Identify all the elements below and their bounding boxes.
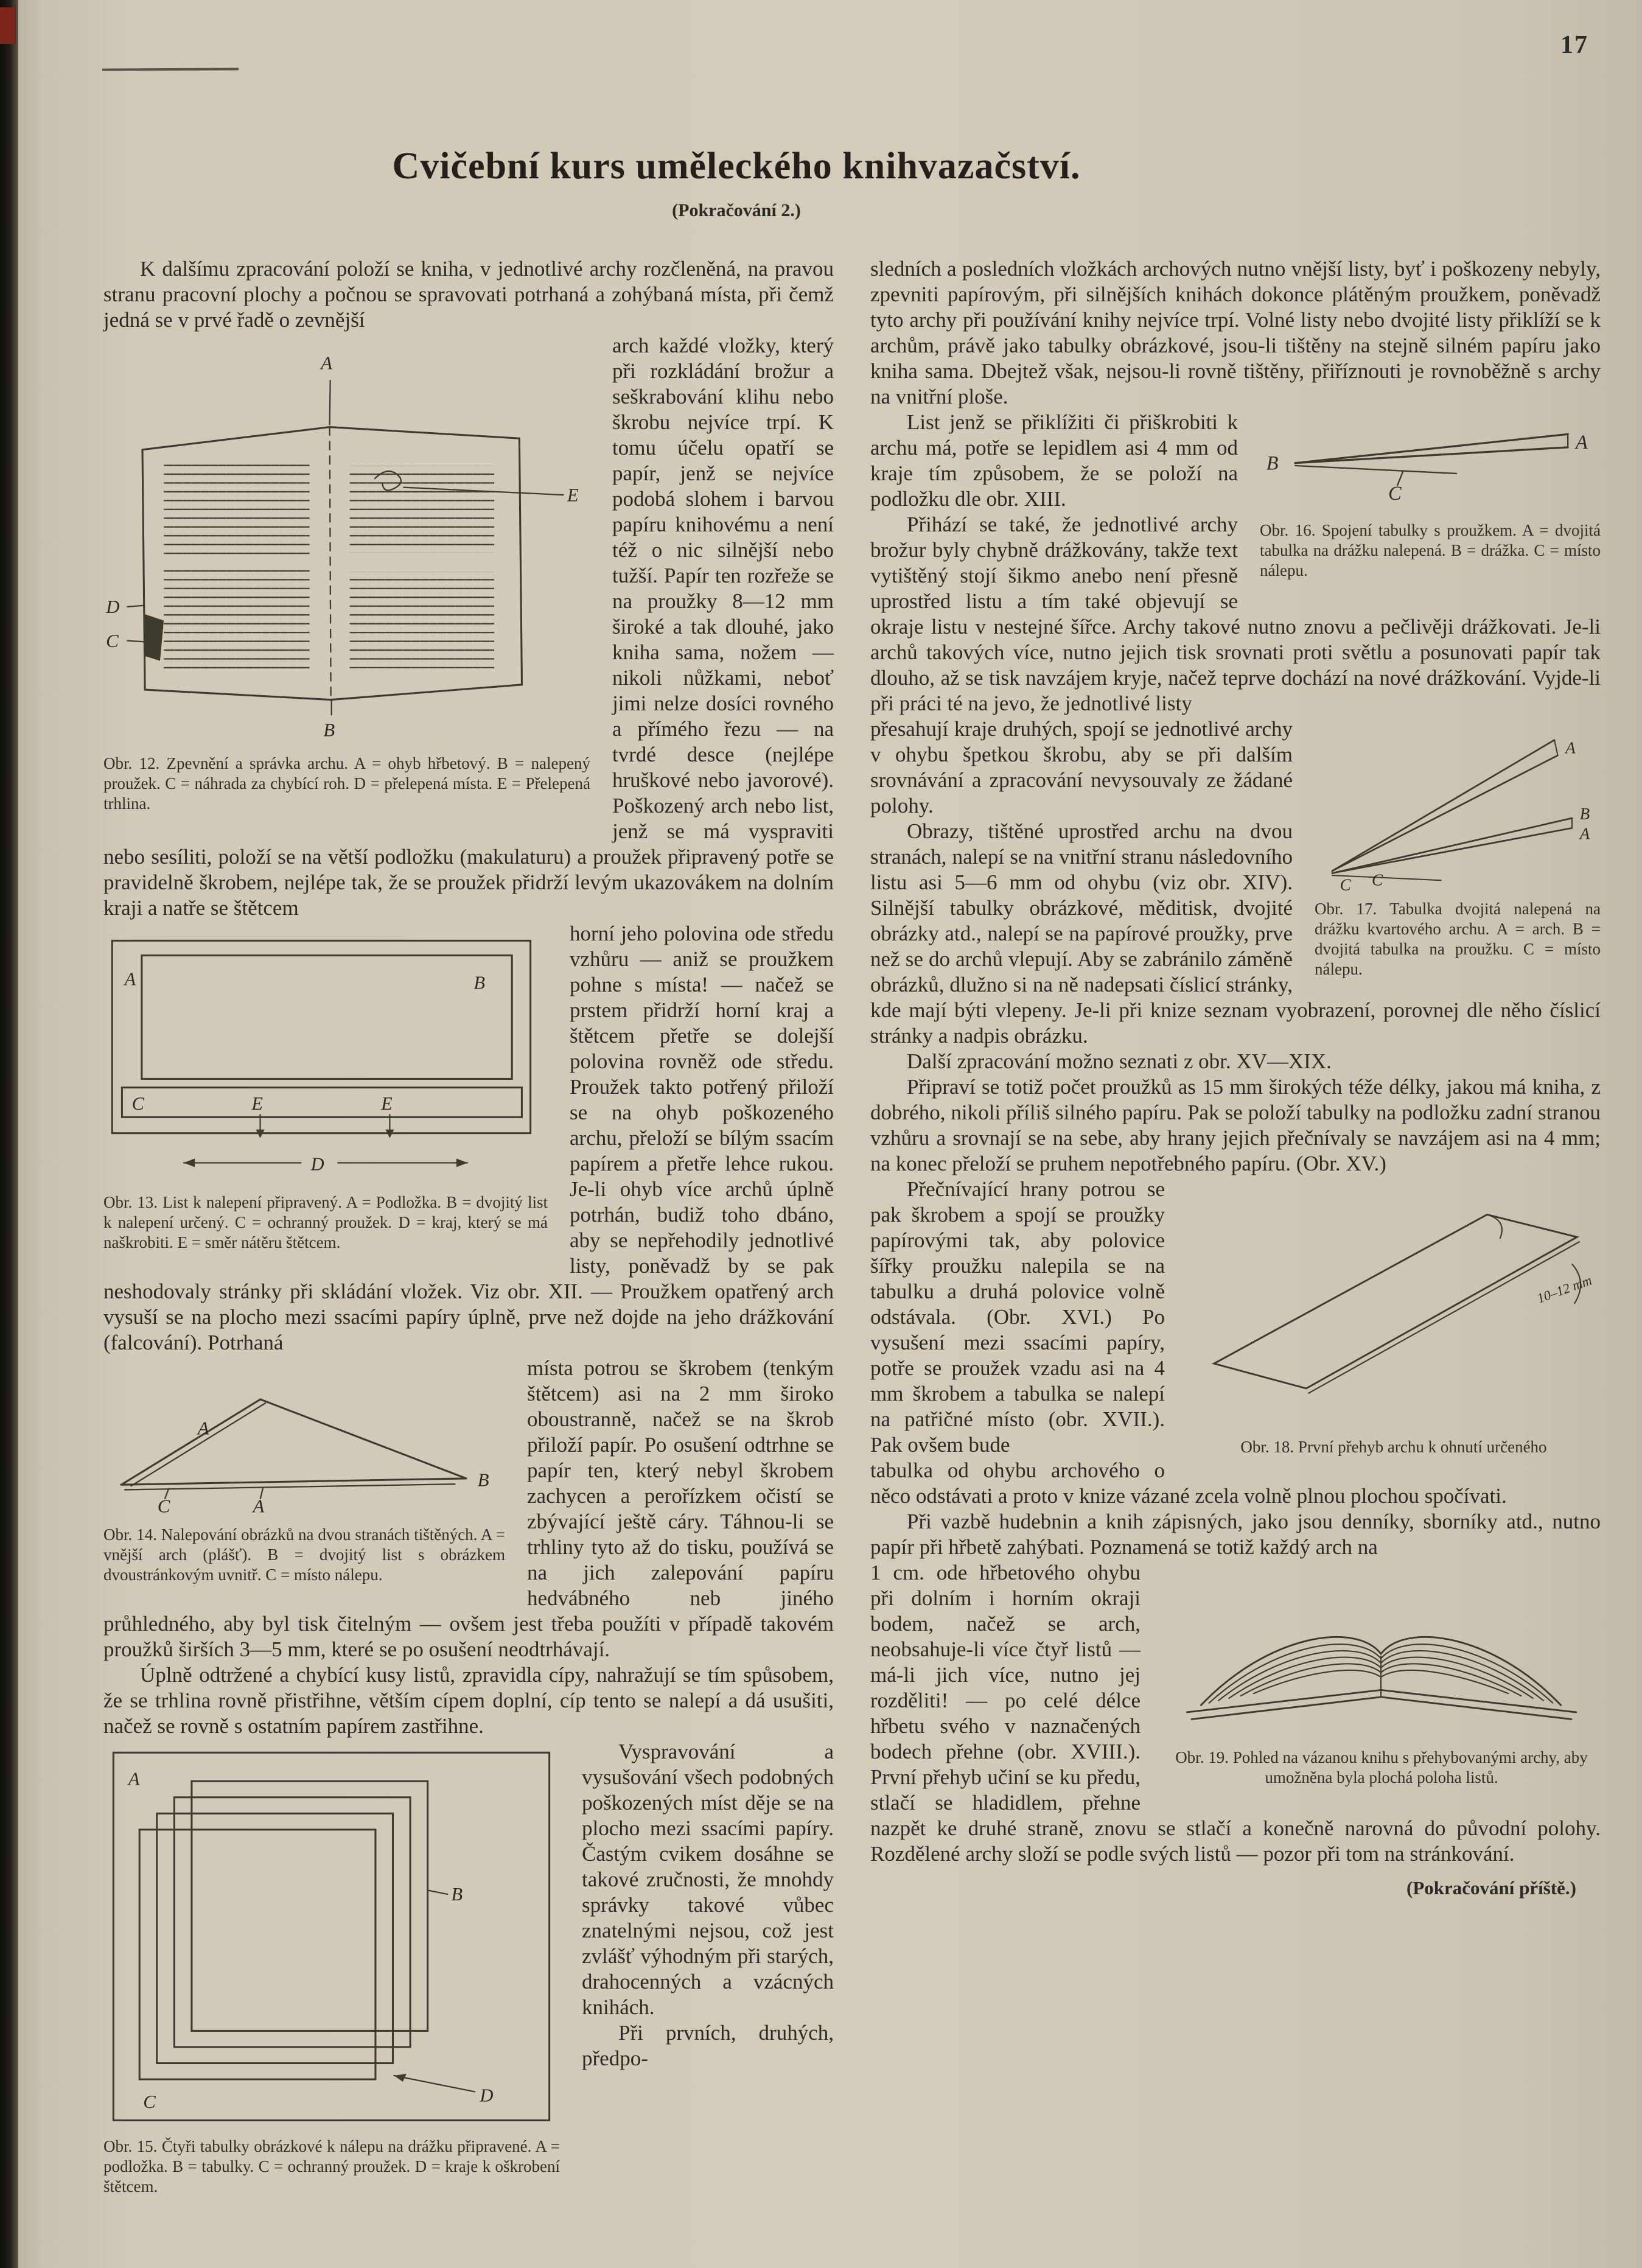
figure-obr-16 bbox=[1260, 415, 1601, 581]
label-a: A bbox=[321, 352, 333, 374]
paragraph: sledních a posledních vložkách archových nutno vnější listy, byť i poškozeny nebyly, zpevniti papírovým, při silnějších knihách dokonce plátěným proužkem, poněvadž tyto archy při používání knihy nejvíce trpí. Volné listy nebo dvojité listy přiklíží se k archům, právě jako tabulky obrázkové, jsou-li tištěny na stejně silném papíru jako kniha sama. Dbejtež však, nejsou-li rovně tištěny, přiříznouti je rovnoběžně s archy na vnitřní ploše. bbox=[870, 257, 1601, 408]
label-c: C bbox=[1388, 481, 1402, 504]
paragraph: Vyspravování a vysušování všech podobných poškozených míst děje se na plocho mezi ssacími papíry. Častým cvikem dosáhne se takové zručnosti, že mnohdy správky takové vůbec znatelnými nejsou, což jest zvlášť výhodným při starých, drahocenných a vzácných knihách. bbox=[582, 1740, 834, 2019]
obr-15-caption: Obr. 15. Čtyři tabulky obrázkové k nálepu na drážku připravené. A = podložka. B = tabulky. C = ochranný proužek. D = kraje k oškrobení štětcem. bbox=[103, 2137, 560, 2196]
article-header bbox=[103, 145, 1601, 221]
paragraph: tabulka od ohybu archového o něco odstávati a proto v knize vázané zcela volně plnou plochou spočívati. bbox=[870, 1458, 1507, 1508]
left-column bbox=[103, 256, 834, 2205]
page-number: 17 bbox=[1560, 31, 1588, 59]
page-content bbox=[103, 145, 1601, 2205]
obr-13-drawing bbox=[103, 926, 548, 1185]
label-b: B bbox=[1266, 452, 1279, 474]
obr-18-drawing bbox=[1187, 1181, 1601, 1430]
label-e: E bbox=[251, 1093, 263, 1115]
label-c: C bbox=[143, 2091, 156, 2112]
figure-obr-14 bbox=[103, 1360, 505, 1585]
obr-18-caption: Obr. 18. První přehyb archu k ohnutí určeného bbox=[1240, 1438, 1547, 1456]
obr-19-drawing bbox=[1162, 1565, 1601, 1740]
label-c: C bbox=[1340, 875, 1351, 892]
paragraph: místa potrou se škrobem (tenkým štětcem) asi na 2 mm široko oboustranně, načež se na škrob přiloží papír. Po osušení odtrhne se papír ten, který nebyl škrobem zachycen a perořízkem očistí se zbývající ještě cáry. Táhnou-li se trhliny tyto až do tisku, používá se na jich zalepování papíru hedvábného neb jiného průhledného, aby byl tisk čitelným — ovšem jest třeba použíti v případě takovém proužků širších 3—5 mm, které se po osušení neodtrhávají. bbox=[103, 1356, 834, 1661]
two-column-layout bbox=[103, 256, 1601, 2205]
obr-17-caption: Obr. 17. Tabulka dvojitá nalepená na drážku kvartového archu. A = arch. B = dvojitá tabulka na proužku. C = místo nálepu. bbox=[1315, 900, 1601, 979]
page-subtitle: (Pokračování 2.) bbox=[672, 200, 801, 220]
paragraph: Obrazy, tištěné uprostřed archu na dvou stranách, nalepí se na vnitřní stranu následovního listu asi 5—6 mm od ohybu (viz obr. XIV). Silnější tabulky obrázkové, měditisk, dvojité obrázky atd., nalepí se na papírové proužky, prve než se do archů vlepují. Aby se zabránilo záměně obrázků, dlužno si na ně nadepsati číslicí stránky, kde mají býti vlepeny. Je-li při knize seznam vyobrazení, porovnej dle něho číslicí stránky a nadpis obrázku. bbox=[870, 819, 1601, 1048]
paragraph: Při prvních, druhých, předpo- bbox=[582, 2021, 834, 2070]
obr-14-caption: Obr. 14. Nalepování obrázků na dvou stranách tištěných. A = vnější arch (plášť). B = dvojitý list s obrázkem dvoustránkovým uvnitř. C = místo nálepu. bbox=[103, 1525, 505, 1584]
figure-obr-15 bbox=[103, 1744, 560, 2197]
label-d: D bbox=[106, 596, 120, 618]
paragraph: List jenž se přiklížiti či přiškrobiti k archu má, potře se lepidlem asi 4 mm od kraje tím způsobem, že se položí na podložku dle obr. XIII. bbox=[870, 410, 1238, 511]
figure-obr-17 bbox=[1315, 721, 1601, 979]
paragraph: arch každé vložky, který při rozkládání brožur a seškrabování klihu nebo škrobu nejvíce trpí. K tomu účelu opatří se papír, jenž se nejvíce podobá slohem i barvou papíru knihovému a není též o nic silnější nebo tužší. Papír ten rozřeže se na proužky 8—12 mm široké a tak dlouhé, jako kniha sama, nožem — nikoli nůžkami, neboť jimi nelze dosíci rovného a přímého řezu — na tvrdé desce (nejlépe hruškové nebo javorové). Poškozený arch nebo list, jenž se má vyspraviti nebo sesíliti, položí se na větší podložku (makulaturu) a proužek připravený potře se pravidelně škrobem, nejlépe tak, že se proužek přidrží levým ukazovákem na dolním kraji a natře se štětcem bbox=[103, 334, 834, 920]
label-b: B bbox=[323, 719, 335, 741]
paragraph: Připraví se totiž počet proužků as 15 mm širokých téže délky, jakou má kniha, z dobrého, nikoli příliš silného papíru. Pak se položí tabulky na podložku zadní stranou vzhůru a srovnají se na sebe, aby hrany jejich přečnívaly se navzájem asi na 4 mm; na konec přeloží se pruhem nepotřebného papíru. (Obr. XV.) bbox=[870, 1075, 1601, 1175]
top-rule bbox=[102, 68, 239, 71]
label-b: B bbox=[477, 1469, 489, 1491]
label-b: B bbox=[451, 1884, 463, 1905]
figure-obr-19 bbox=[1162, 1565, 1601, 1788]
paragraph: Při vazbě hudebnin a knih zápisných, jako jsou denníky, sborníky atd., nutno papír při hřbetě zahýbati. Poznamená se totiž každý arch na bbox=[870, 1510, 1601, 1559]
label-c: C bbox=[157, 1495, 170, 1517]
label-c: C bbox=[131, 1093, 144, 1115]
paragraph: horní jeho polovina ode středu vzhůru — aniž se proužkem pohne s místa! — načež se prstem přidrží horní kraj a štětcem přetře se dolejší polovina rovněž ode středu. Proužek takto potřený přiloží se na ohyb poškozeného archu, přeloží se bílým ssacím papírem a přetře lehce rukou. Je-li ohyb více archů úplně potrhán, budiž toho dbáno, aby se nepřehodily jednotlivé listy, poněvadž by se pak neshodovaly stránky při skládání vložek. Viz obr. XII. — Proužkem opatřený arch vysuší se na plocho mezi ssacími papíry úplně, prve než dojde na jeho drážkování (falcování). Potrhaná bbox=[103, 922, 834, 1354]
page-title: Cvičební kurs uměleckého knihvazačství. bbox=[392, 145, 1081, 187]
obr-16-drawing bbox=[1260, 415, 1601, 513]
label-a: A bbox=[253, 1495, 265, 1517]
label-c: C bbox=[106, 629, 119, 651]
label-a: A bbox=[1565, 738, 1576, 757]
label-a: A bbox=[1579, 824, 1590, 843]
label-e: E bbox=[381, 1093, 393, 1115]
red-corner-mark bbox=[0, 7, 16, 44]
right-column bbox=[870, 256, 1601, 2205]
label-a: A bbox=[124, 968, 136, 990]
label-b: B bbox=[473, 972, 485, 993]
figure-obr-12 bbox=[103, 338, 590, 814]
paragraph: K dalšímu zpracování položí se kniha, v jednotlivé archy rozčleněná, na pravou stranu pracovní plochy a počnou se spravovati potrhaná a zohýbaná místa, při čemž jedná se v prvé řadě o zevnější bbox=[103, 257, 834, 332]
paragraph: Další zpracování možno seznati z obr. XV—XIX. bbox=[907, 1049, 1332, 1073]
figure-obr-13 bbox=[103, 926, 548, 1253]
label-a: A bbox=[197, 1417, 209, 1439]
obr-14-drawing bbox=[103, 1360, 505, 1517]
label-c: C bbox=[1372, 870, 1383, 889]
continuation-note: (Pokračování příště.) bbox=[1406, 1877, 1576, 1899]
obr-18-annotation: 10–12 mm bbox=[1535, 1272, 1594, 1306]
obr-16-caption: Obr. 16. Spojení tabulky s proužkem. A = dvojitá tabulka na drážku nalepená. B = drážka. C = místo nálepu. bbox=[1260, 520, 1601, 579]
paragraph: 1 cm. ode hřbetového ohybu při dolním i horním okraji bodem, načež se arch, neobsahuje-li více čtyř listů — má-li jich více, nutno jej rozděliti! — po celé délce hřbetu svého v naznačených bodech přehne (obr. XVIII.). První přehyb učiní se ku předu, stlačí se hladidlem, přehne nazpět ke druhé straně, znovu se stlačí a konečně narovná do původní polohy. Rozdělené archy složí se podle svých listů — pozor při tom na stránkování. bbox=[870, 1561, 1601, 1866]
label-b: B bbox=[1579, 804, 1590, 823]
obr-12-drawing bbox=[103, 338, 590, 746]
obr-13-caption: Obr. 13. List k nalepení připravený. A = Podložka. B = dvojitý list k nalepení určený. C = ochranný proužek. D = kraj, který se má naškrobiti. E = směr nátěru štětcem. bbox=[103, 1192, 548, 1251]
obr-15-drawing bbox=[103, 1744, 560, 2129]
binding-edge bbox=[0, 0, 18, 2268]
paragraph: Přihází se také, že jednotlivé archy brožur byly chybně drážkovány, takže text vytištěný stojí šikmo anebo není přesně uprostřed listu a tím také objevují se okraje listu v nestejné šířce. Archy takové nutno znovu a pečlivěji drážkovati. Je-li archů takových více, nutno jejich tisk srovnati proti světlu a posunovati papír tak dlouho, až se tisk navzájem kryje, načež teprve dochází na nové drážkování. Vyjde-li při práci té na jevo, že jednotlivé listy bbox=[870, 513, 1601, 715]
label-d: D bbox=[310, 1153, 324, 1175]
paragraph: Úplně odtržené a chybící kusy listů, zpravidla cípy, nahražují se tím spůsobem, že se trhlina rovně přistřihne, větším cípem doplní, cíp tento se nalepí a dá usušiti, načež se rovně s ostatním papírem zastřihne. bbox=[103, 1663, 834, 1738]
obr-12-caption: Obr. 12. Zpevnění a správka archu. A = ohyb hřbetový. B = nalepený proužek. C = náhrada za chybící roh. D = přelepená místa. E = Přelepená trhlina. bbox=[103, 754, 590, 813]
label-a: A bbox=[1576, 430, 1588, 453]
label-d: D bbox=[480, 2085, 494, 2106]
figure-obr-18 bbox=[1187, 1181, 1601, 1457]
obr-17-drawing bbox=[1315, 721, 1601, 892]
obr-19-caption: Obr. 19. Pohled na vázanou knihu s přehybovanými archy, aby umožněna byla plochá poloha listů. bbox=[1175, 1748, 1588, 1787]
label-a: A bbox=[128, 1768, 140, 1790]
paragraph: Přečnívající hrany potrou se pak škrobem a spojí se proužky papírovými tak, aby polovice šířky proužku nalepila se na tabulku a druhá polovice volně odstávala. (Obr. XVI.) Po vysušení mezi ssacími papíry, potře se proužek vzadu asi na 4 mm škrobem a tabulka se nalepí na patřičné místo (obr. XVII.). Pak ovšem bude bbox=[870, 1177, 1165, 1457]
paragraph: přesahují kraje druhých, spojí se jednotlivé archy v ohybu špetkou škrobu, aby se při dalším srovnávání a zpracování nevysouvaly ze žádané polohy. bbox=[870, 717, 1293, 817]
label-e: E bbox=[567, 484, 579, 506]
